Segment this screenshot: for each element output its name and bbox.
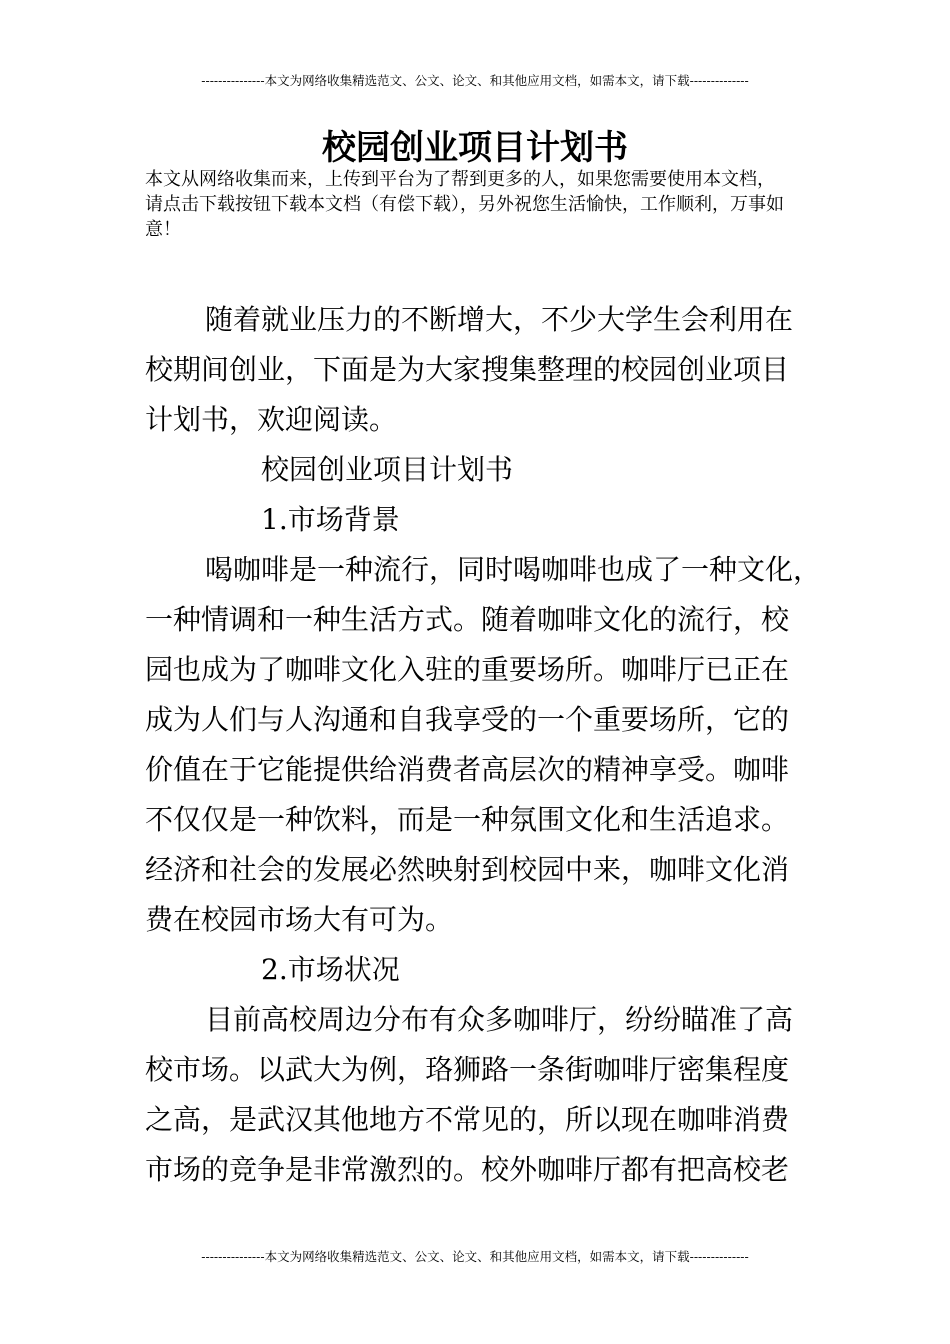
page-header: ---------------本文为网络收集精选范文、公文、论文、和其他应用文档，如需本文，请下载-------------- [201,73,749,88]
section-heading: 1.市场背景 [261,503,400,536]
section-heading: 2.市场状况 [261,953,400,986]
body-line: 园也成为了咖啡文化入驻的重要场所。咖啡厅已正在 [145,653,790,686]
body-line: 价值在于它能提供给消费者高层次的精神享受。咖啡 [145,753,790,786]
body-line: 一种情调和一种生活方式。随着咖啡文化的流行，校 [145,603,790,636]
intro-line: 请点击下载按钮下载本文档（有偿下载），另外祝您生活愉快，工作顺利，万事如 [145,194,784,215]
intro-notice [145,167,825,242]
body-line: 计划书，欢迎阅读。 [145,403,398,436]
body-line: 喝咖啡是一种流行，同时喝咖啡也成了一种文化， [205,553,822,586]
body-line: 随着就业压力的不断增大，不少大学生会利用在 [205,303,794,336]
body-line: 费在校园市场大有可为。 [145,903,454,936]
body-line: 成为人们与人沟通和自我享受的一个重要场所，它的 [145,703,790,736]
page-footer: ---------------本文为网络收集精选范文、公文、论文、和其他应用文档，如需本文，请下载-------------- [201,1249,749,1264]
section-heading: 校园创业项目计划书 [261,453,514,486]
body-line: 市场的竞争是非常激烈的。校外咖啡厅都有把高校老 [145,1153,790,1186]
body-line: 校期间创业，下面是为大家搜集整理的校园创业项目 [145,353,790,386]
body-line: 经济和社会的发展必然映射到校园中来，咖啡文化消 [145,853,790,886]
body-line: 校市场。以武大为例，珞狮路一条街咖啡厅密集程度 [145,1053,790,1086]
document-body [145,295,825,1195]
intro-line: 意！ [145,219,181,240]
body-line: 之高，是武汉其他地方不常见的，所以现在咖啡消费 [145,1103,790,1136]
body-line: 目前高校周边分布有众多咖啡厅，纷纷瞄准了高 [205,1003,794,1036]
document-title: 校园创业项目计划书 [322,128,628,168]
intro-line: 本文从网络收集而来，上传到平台为了帮到更多的人，如果您需要使用本文档， [145,169,775,190]
body-line: 不仅仅是一种饮料，而是一种氛围文化和生活追求。 [145,803,790,836]
